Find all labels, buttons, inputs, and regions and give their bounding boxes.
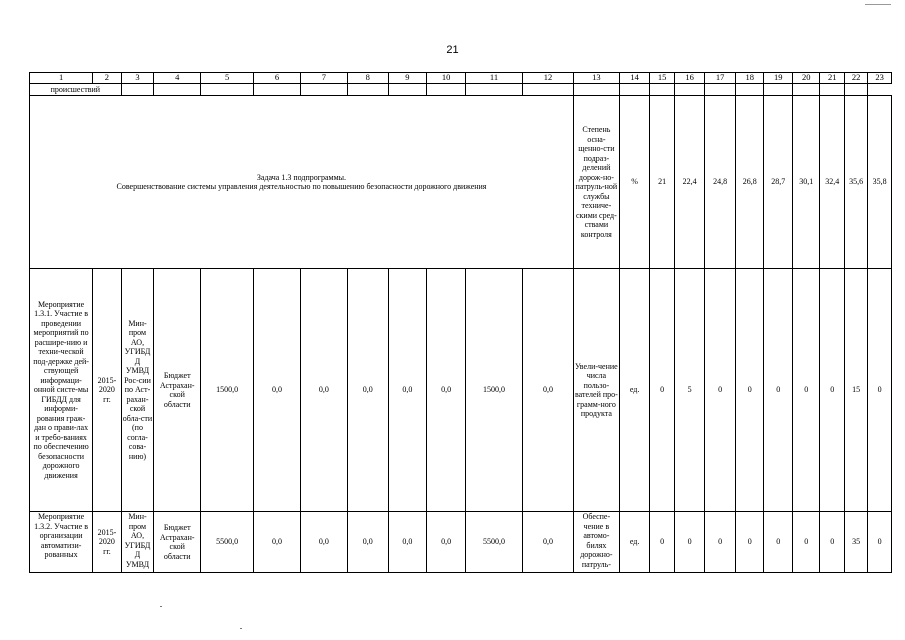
measure-amount: 0,0 [523, 512, 574, 573]
measure-value: 0 [650, 512, 674, 573]
measure-value: 0 [792, 269, 820, 512]
header-cell: 22 [844, 73, 867, 84]
incidents-row [30, 84, 892, 96]
measure-amount: 0,0 [347, 269, 388, 512]
task-value: 28,7 [764, 96, 793, 269]
scan-speck [160, 606, 162, 607]
measure-value: 0 [705, 512, 736, 573]
task-description-cell [30, 96, 574, 269]
measure-unit: ед. [619, 269, 650, 512]
header-row [30, 73, 892, 84]
measure-value: 0 [820, 512, 844, 573]
measure-amount: 1500,0 [201, 269, 254, 512]
measure-amount: 0,0 [427, 512, 466, 573]
header-cell: 10 [427, 73, 466, 84]
measure-value: 5 [674, 269, 705, 512]
header-cell: 4 [154, 73, 201, 84]
header-cell: 16 [674, 73, 705, 84]
task-value: 21 [650, 96, 674, 269]
measure-value: 0 [764, 512, 793, 573]
task-value: 32,4 [820, 96, 844, 269]
task-value: 22,4 [674, 96, 705, 269]
measure-amount: 5500,0 [465, 512, 522, 573]
header-cell: 7 [300, 73, 347, 84]
header-cell: 6 [254, 73, 301, 84]
measure-indicator: Обеспе-чение в автомо-билях дорожно-патруль- [573, 512, 619, 573]
header-cell: 8 [347, 73, 388, 84]
corner-mark [865, 4, 891, 5]
measure-executor: Мин-пром АО, УГИБДД УМВД Рос-сии по Аст-раxан-ской обла-сти (по согла-сова-нию) [121, 269, 154, 512]
measure-row [30, 512, 892, 573]
measure-value: 0 [792, 512, 820, 573]
measure-source: Бюджет Астрахан-ской области [154, 269, 201, 512]
header-cell: 2 [93, 73, 122, 84]
task-value: 35,6 [844, 96, 867, 269]
header-cell: 15 [650, 73, 674, 84]
measure-value: 0 [735, 512, 764, 573]
header-cell: 13 [573, 73, 619, 84]
task-indicator: Степень осна-щенно-сти подраз-делений дорож-но-патруль-ной службы техниче-скими сред-ствами контроля [573, 96, 619, 269]
measure-indicator: Увели-чение числа пользо-вателей про-грамм-ного продукта [573, 269, 619, 512]
header-cell: 21 [820, 73, 844, 84]
measure-name: Мероприятие 1.3.2. Участие в организации автоматизи-рованных [30, 512, 93, 573]
measure-value: 0 [764, 269, 793, 512]
measure-value: 0 [868, 512, 892, 573]
header-cell: 11 [465, 73, 522, 84]
header-cell: 9 [388, 73, 427, 84]
header-cell: 20 [792, 73, 820, 84]
task-value: 35,8 [868, 96, 892, 269]
incidents-cell: происшествий [30, 84, 122, 96]
header-cell: 14 [619, 73, 650, 84]
measure-value: 0 [868, 269, 892, 512]
header-cell: 18 [735, 73, 764, 84]
header-cell: 19 [764, 73, 793, 84]
header-cell: 17 [705, 73, 736, 84]
measure-value: 35 [844, 512, 867, 573]
measure-value: 0 [674, 512, 705, 573]
task-unit: % [619, 96, 650, 269]
header-cell: 3 [121, 73, 154, 84]
measure-amount: 0,0 [300, 269, 347, 512]
measure-value: 0 [820, 269, 844, 512]
measure-amount: 0,0 [427, 269, 466, 512]
measure-amount: 0,0 [254, 512, 301, 573]
measure-value: 15 [844, 269, 867, 512]
header-cell: 1 [30, 73, 93, 84]
measure-value: 0 [705, 269, 736, 512]
measure-period: 2015-2020 гг. [93, 269, 122, 512]
measure-amount: 5500,0 [201, 512, 254, 573]
page-number: 21 [446, 44, 459, 56]
measure-name: Мероприятие 1.3.1. Участие в проведении мероприятий по расшире-нию и техни-ческой под-держке дей-ствующей информаци-онной систе-мы ГИБДД для информи-рования граж-дан о прави-лах и требо-ваниях по обеспечению безопасности дорожного движения [30, 269, 93, 512]
scan-speck [240, 628, 242, 629]
measure-amount: 0,0 [388, 269, 427, 512]
measure-amount: 0,0 [254, 269, 301, 512]
program-table [29, 72, 892, 573]
measure-unit: ед. [619, 512, 650, 573]
task-row [30, 96, 892, 269]
measure-row [30, 269, 892, 512]
measure-source: Бюджет Астрахан-ской области [154, 512, 201, 573]
task-description: Совершенствование системы управления деятельностью по повышению безопасности дорожного движения [116, 182, 487, 191]
measure-period: 2015-2020 гг. [93, 512, 122, 573]
task-value: 24,8 [705, 96, 736, 269]
measure-value: 0 [650, 269, 674, 512]
measure-amount: 1500,0 [465, 269, 522, 512]
measure-amount: 0,0 [523, 269, 574, 512]
header-cell: 5 [201, 73, 254, 84]
measure-executor: Мин-пром АО, УГИБДД УМВД [121, 512, 154, 573]
header-cell: 23 [868, 73, 892, 84]
measure-amount: 0,0 [347, 512, 388, 573]
task-title: Задача 1.3 подпрограммы. [256, 172, 347, 182]
task-value: 30,1 [792, 96, 820, 269]
measure-amount: 0,0 [300, 512, 347, 573]
header-cell: 12 [523, 73, 574, 84]
measure-value: 0 [735, 269, 764, 512]
measure-amount: 0,0 [388, 512, 427, 573]
task-value: 26,8 [735, 96, 764, 269]
